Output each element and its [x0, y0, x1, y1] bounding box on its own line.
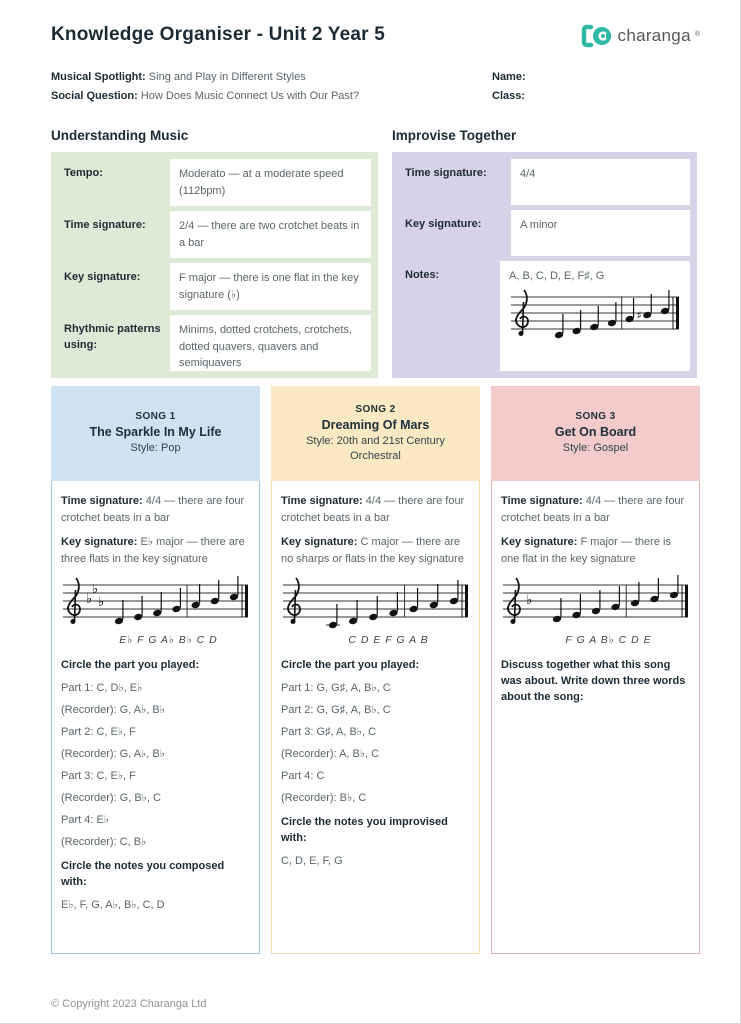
part-line: Part 4: C: [281, 769, 325, 782]
time-signature-text: 4/4 — there are four crotchet beats in a bar: [281, 495, 465, 524]
row-value: F major — there is one flat in the key signature (♭): [170, 263, 371, 310]
song1-key-signature: [61, 534, 250, 567]
song2-number: SONG 2: [355, 403, 396, 415]
song2-body: [271, 481, 480, 954]
staff-notation-improvise: [509, 287, 681, 345]
key-signature-text: F major — there is one flat in the key signature: [501, 536, 671, 565]
key-signature-label: Key signature:: [501, 536, 578, 548]
row-label: Rhythmic patterns using:: [64, 323, 161, 351]
understanding-music-section: [51, 128, 378, 378]
part-line: (Recorder): C, B♭: [61, 835, 147, 848]
song3-time-signature: [501, 493, 690, 526]
row-label: Key signature:: [64, 271, 141, 283]
registered-mark: ®: [694, 30, 700, 38]
improvise-together-heading: Improvise Together: [392, 128, 517, 143]
row-label: Time signature:: [64, 219, 146, 231]
part-line: (Recorder): B♭, C: [281, 791, 367, 804]
part-line: (Recorder): A, B♭, C: [281, 747, 380, 760]
header: [51, 20, 700, 50]
time-signature-label: Time signature:: [501, 495, 583, 507]
row-label: Notes:: [405, 269, 440, 281]
svg-text:♭: ♭: [92, 582, 99, 597]
song1-time-signature: [61, 493, 250, 526]
svg-text:♭: ♭: [86, 592, 93, 607]
row-value: Minims, dotted crotchets, crotchets, dotted quavers, quavers and semiquavers: [170, 315, 371, 371]
song2-circle-part-heading: Circle the part you played:: [281, 658, 420, 671]
row-value: Moderato — at a moderate speed (112bpm): [170, 159, 371, 206]
song2-improvised-notes: C, D, E, F, G: [281, 855, 343, 868]
copyright-footer: © Copyright 2023 Charanga Ltd: [51, 998, 207, 1010]
song1-composed-notes: E♭, F, G, A♭, B♭, C, D: [61, 899, 165, 912]
part-line: Part 3: G♯, A, B♭, C: [281, 725, 377, 738]
song2-title: Dreaming Of Mars: [321, 417, 430, 432]
social-question-label: Social Question:: [51, 90, 138, 102]
part-line: Part 2: G, G♯, A, B♭, C: [281, 703, 391, 716]
row-label: Time signature:: [405, 167, 487, 179]
part-line: Part 2: C, E♭, F: [61, 725, 136, 738]
song3-discuss-text: Discuss together what this song was about. Write down three words about the song:: [501, 658, 686, 703]
song3-body: [491, 481, 700, 954]
part-line: Part 1: G, G♯, A, B♭, C: [281, 681, 391, 694]
song2-header: [271, 386, 480, 481]
song1-circle-notes-heading: Circle the notes you composed with:: [61, 860, 225, 889]
song2-circle-notes-heading: Circle the notes you improvised with:: [281, 816, 448, 845]
song-card-3: [491, 386, 700, 954]
song1-body: [51, 481, 260, 954]
row-value: 4/4: [511, 159, 690, 205]
song2-time-signature: [281, 493, 470, 526]
song1-header: [51, 386, 260, 481]
song3-title: Get On Board: [554, 424, 637, 439]
row-label: Tempo:: [64, 167, 103, 179]
song-cards: [51, 386, 700, 954]
row-value: A minor: [511, 210, 690, 256]
social-question-value: How Does Music Connect Us with Our Past?: [140, 90, 360, 102]
part-line: Part 3: C, E♭, F: [61, 769, 136, 782]
key-signature-text: C major — there are no sharps or flats in the key signature: [281, 536, 464, 565]
part-line: Part 1: C, D♭, E♭: [61, 681, 143, 694]
song3-number: SONG 3: [575, 410, 616, 422]
time-signature-label: Time signature:: [61, 495, 143, 507]
table-row: [399, 159, 690, 205]
song3-note-labels: F G A B♭ C D E: [565, 634, 652, 646]
time-signature-text: 4/4 — there are four crotchet beats in a bar: [501, 495, 685, 524]
improvise-together-table: [392, 152, 697, 378]
song-card-1: [51, 386, 260, 954]
meta-section: [51, 68, 700, 106]
notes-value: A, B, C, D, E, F♯, G: [509, 270, 605, 282]
song2-note-labels: C D E F G A B: [348, 634, 429, 646]
table-row: [58, 315, 371, 371]
class-label: Class:: [492, 90, 526, 102]
musical-spotlight-line: [51, 68, 492, 87]
page-title: Knowledge Organiser - Unit 2 Year 5: [51, 24, 385, 45]
svg-text:♭: ♭: [526, 593, 533, 608]
charanga-logo-text: charanga: [617, 26, 691, 45]
song1-title: The Sparkle In My Life: [89, 424, 222, 439]
part-line: (Recorder): G, A♭, B♭: [61, 703, 165, 716]
staff-notation-song2: [281, 575, 470, 633]
staff-notation-song1: [61, 575, 250, 633]
time-signature-label: Time signature:: [281, 495, 363, 507]
song1-number: SONG 1: [135, 410, 176, 422]
table-row: [58, 159, 371, 206]
song1-style: Style: Pop: [130, 442, 181, 455]
musical-spotlight-label: Musical Spotlight:: [51, 71, 146, 83]
song1-note-labels: E♭ F G A♭ B♭ C D: [119, 634, 218, 646]
table-row: [399, 261, 690, 371]
song2-key-signature: [281, 534, 470, 567]
song1-circle-part-heading: Circle the part you played:: [61, 658, 200, 671]
staff-notation-song3: [501, 575, 690, 633]
understanding-music-table: [51, 152, 378, 378]
social-question-line: [51, 87, 492, 106]
musical-spotlight-value: Sing and Play in Different Styles: [148, 71, 306, 83]
song3-key-signature: [501, 534, 690, 567]
part-line: (Recorder): G, A♭, B♭: [61, 747, 165, 760]
song3-style: Style: Gospel: [562, 442, 629, 455]
table-row: [58, 211, 371, 258]
svg-text:♯: ♯: [636, 308, 642, 322]
part-line: Part 4: E♭: [61, 813, 109, 826]
row-value: 2/4 — there are two crotchet beats in a bar: [170, 211, 371, 258]
notes-cell: [500, 261, 690, 371]
row-label: Key signature:: [405, 218, 482, 230]
svg-text:♭: ♭: [98, 595, 105, 610]
key-signature-text: E♭ major — there are three flats in the key signature: [61, 536, 245, 565]
song-card-2: [271, 386, 480, 954]
charanga-logo-icon: [578, 22, 614, 50]
table-row: [399, 210, 690, 256]
info-tables: [51, 128, 700, 378]
song3-header: [491, 386, 700, 481]
charanga-logo: [578, 20, 700, 50]
part-line: (Recorder): G, B♭, C: [61, 791, 161, 804]
name-label: Name:: [492, 71, 526, 83]
meta-right: [492, 68, 526, 106]
key-signature-label: Key signature:: [61, 536, 138, 548]
key-signature-label: Key signature:: [281, 536, 358, 548]
understanding-music-heading: Understanding Music: [51, 128, 189, 143]
improvise-together-section: [392, 128, 697, 378]
song2-style: Style: 20th and 21st Century Orchestral: [306, 434, 445, 462]
meta-left: [51, 68, 492, 106]
time-signature-text: 4/4 — there are four crotchet beats in a bar: [61, 495, 245, 524]
table-row: [58, 263, 371, 310]
